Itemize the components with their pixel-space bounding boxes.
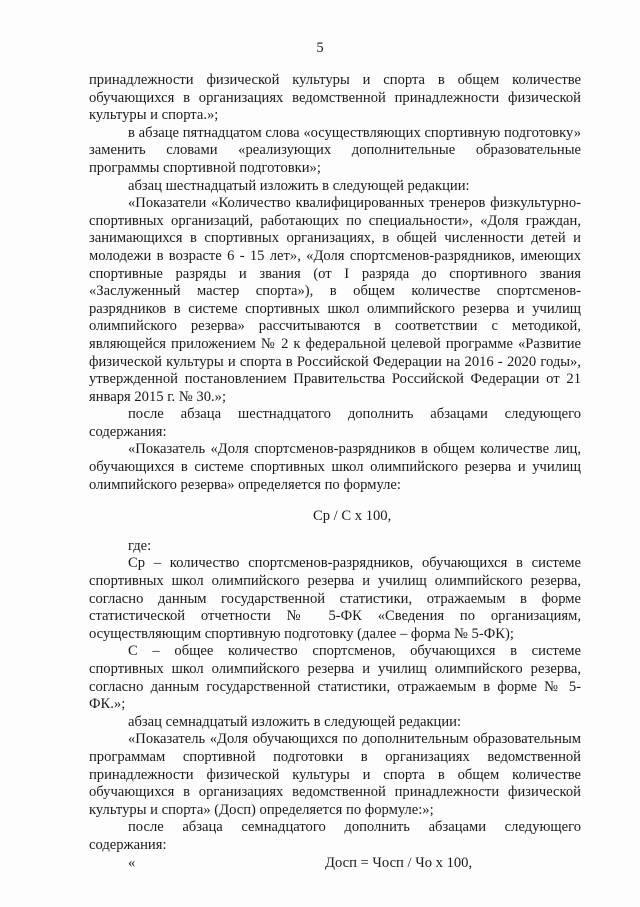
- paragraph-1: принадлежности физической культуры и спорта в общем количестве обучающихся в организациях ведомственной принадлежности физической культуры и спорта.»;: [89, 72, 581, 124]
- paragraph-2: в абзаце пятнадцатом слова «осуществляющих спортивную подготовку» заменить словами «реализующих дополнительные образовательные программы спортивной подготовки»;: [89, 124, 581, 176]
- paragraph-5: после абзаца шестнадцатого дополнить абзацами следующего содержания:: [89, 406, 581, 440]
- paragraph-4: «Показатели «Количество квалифицированных тренеров физкультурно-спортивных организаций, работающих по специальности», «Доля граждан, занимающихся в спортивных организациях, в общей численности детей и молодежи в возрасте 6 - 15 лет», «Доля спортсменов-разрядников, имеющих спортивные разряды и звания (от I разряда до спортивного звания «Заслуженный мастер спорта»), в общем количестве спортсменов-разрядников в системе спортивных школ олимпийского резерва и училищ олимпийского резерва» рассчитываются в соответствии с методикой, являющейся приложением № 2 к федеральной целевой программе «Развитие физической культуры и спорта в Российской Федерации на 2016 - 2020 годы», утвержденной постановлением Правительства Российской Федерации от 21 января 2015 г. № 30.»;: [89, 195, 581, 405]
- paragraph-11: после абзаца семнадцатого дополнить абзацами следующего содержания:: [89, 819, 581, 853]
- paragraph-9: абзац семнадцатый изложить в следующей редакции:: [128, 713, 462, 730]
- paragraph-6: «Показатель «Доля спортсменов-разрядников в общем количестве лиц, обучающихся в системе спортивных школ олимпийского резерва и училищ олимпийского резерва» определяется по формуле:: [89, 441, 581, 493]
- paragraph-8: С – общее количество спортсменов, обучающихся в системе спортивных школ олимпийского резерва и училищ олимпийского резерва, согласно данным государственной статистики, отражаемым в форме № 5-ФК.»;: [89, 643, 581, 713]
- document-body: [89, 72, 581, 873]
- formula-sr-c: Ср / С х 100,: [313, 508, 392, 525]
- formula-line: [89, 855, 581, 873]
- where-label: где:: [128, 537, 152, 554]
- formula-dosp: Досп = Чосп / Чо х 100,: [325, 854, 473, 871]
- opening-quote: «: [128, 854, 136, 871]
- page-number: 5: [316, 40, 324, 56]
- paragraph-3: абзац шестнадцатый изложить в следующей редакции:: [128, 177, 470, 194]
- paragraph-7: Ср – количество спортсменов-разрядников, обучающихся в системе спортивных школ олимпийского резерва и училищ олимпийского резерва, согласно данным государственной статистики, отражаемым в форме статистической отчетности № 5-ФК «Сведения по организациям, осуществляющим спортивную подготовку (далее – форма № 5-ФК);: [89, 555, 581, 642]
- paragraph-10: «Показатель «Доля обучающихся по дополнительным образовательным программам спортивной подготовки в организациях ведомственной принадлежности физической культуры и спорта в общем количестве обучающихся в организациях ведомственной принадлежности физической культуры и спорта» (Досп) определяется по формуле:»;: [89, 731, 581, 818]
